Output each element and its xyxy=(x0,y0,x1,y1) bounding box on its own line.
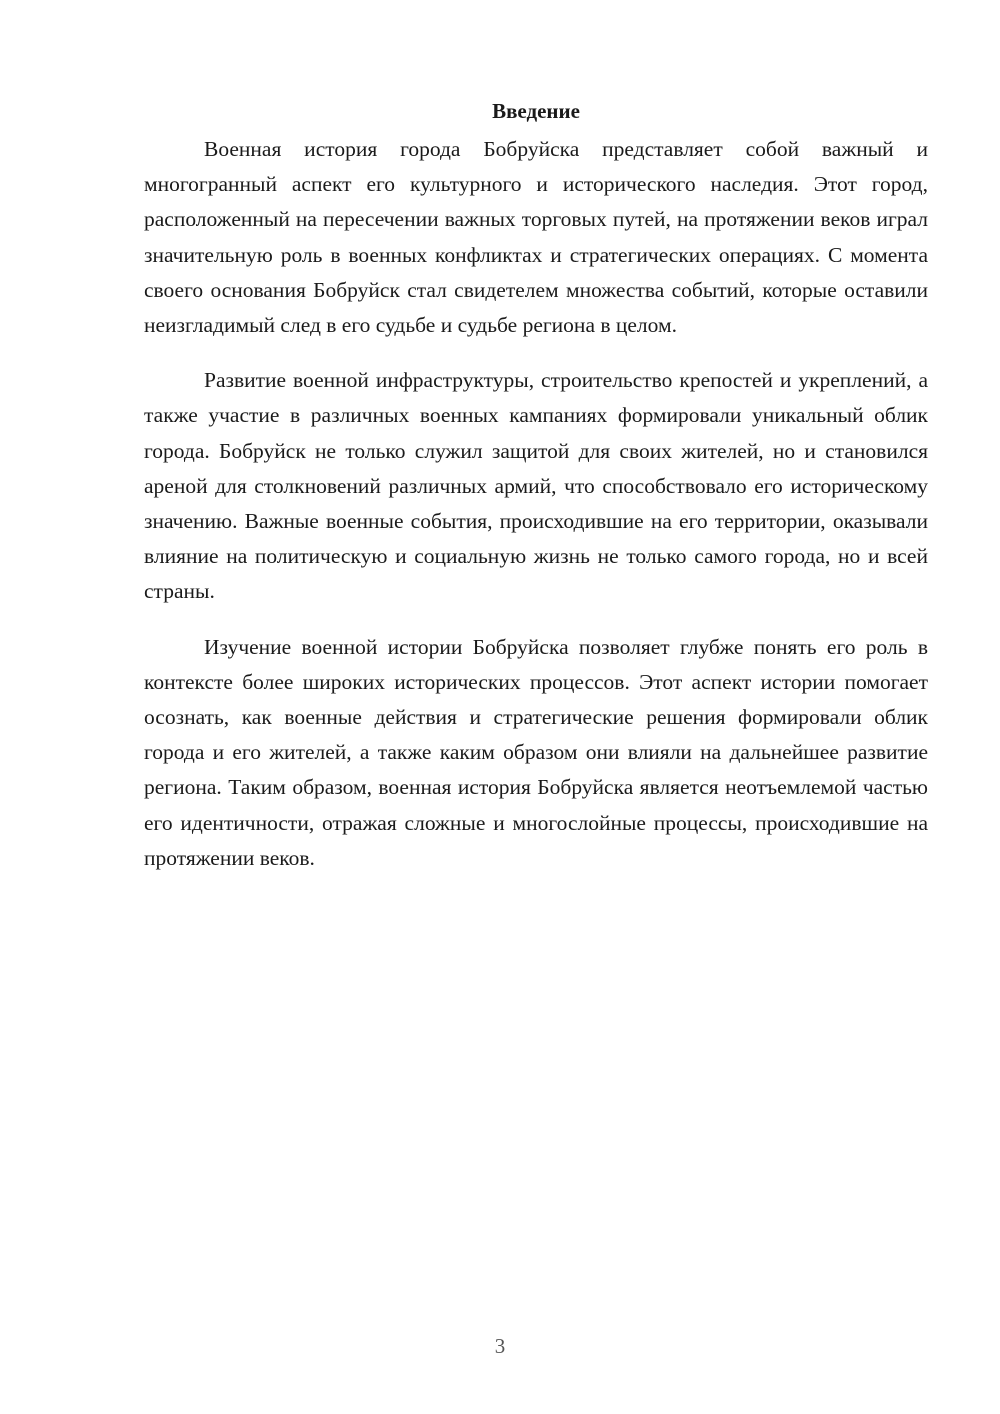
section-heading: Введение xyxy=(492,99,580,123)
paragraph-2: Развитие военной инфраструктуры, строительство крепостей и укреплений, а также участие в различных военных кампаниях формировали уникальный облик города. Бобруйск не только служил защитой для своих жителей, но и становился ареной для столкновений различных армий, что способствовало его историческому значению. Важные военные события, происходившие на его территории, оказывали влияние на политическую и социальную жизнь не только самого города, но и всей страны. xyxy=(144,368,928,604)
page-content xyxy=(144,96,928,896)
paragraph-3: Изучение военной истории Бобруйска позволяет глубже понять его роль в контексте более широких исторических процессов. Этот аспект истории помогает осознать, как военные действия и стратегические решения формировали облик города и его жителей, а также каким образом они влияли на дальнейшее развитие региона. Таким образом, военная история Бобруйска является неотъемлемой частью его идентичности, отражая сложные и многослойные процессы, происходившие на протяжении веков. xyxy=(144,634,928,870)
page-number: 3 xyxy=(494,1334,506,1358)
paragraph-1: Военная история города Бобруйска представляет собой важный и многогранный аспект его культурного и исторического наследия. Этот город, расположенный на пересечении важных торговых путей, на протяжении веков играл значительную роль в военных конфликтах и стратегических операциях. С момента своего основания Бобруйск стал свидетелем множества событий, которые оставили неизгладимый след в его судьбе и судьбе региона в целом. xyxy=(144,137,928,338)
